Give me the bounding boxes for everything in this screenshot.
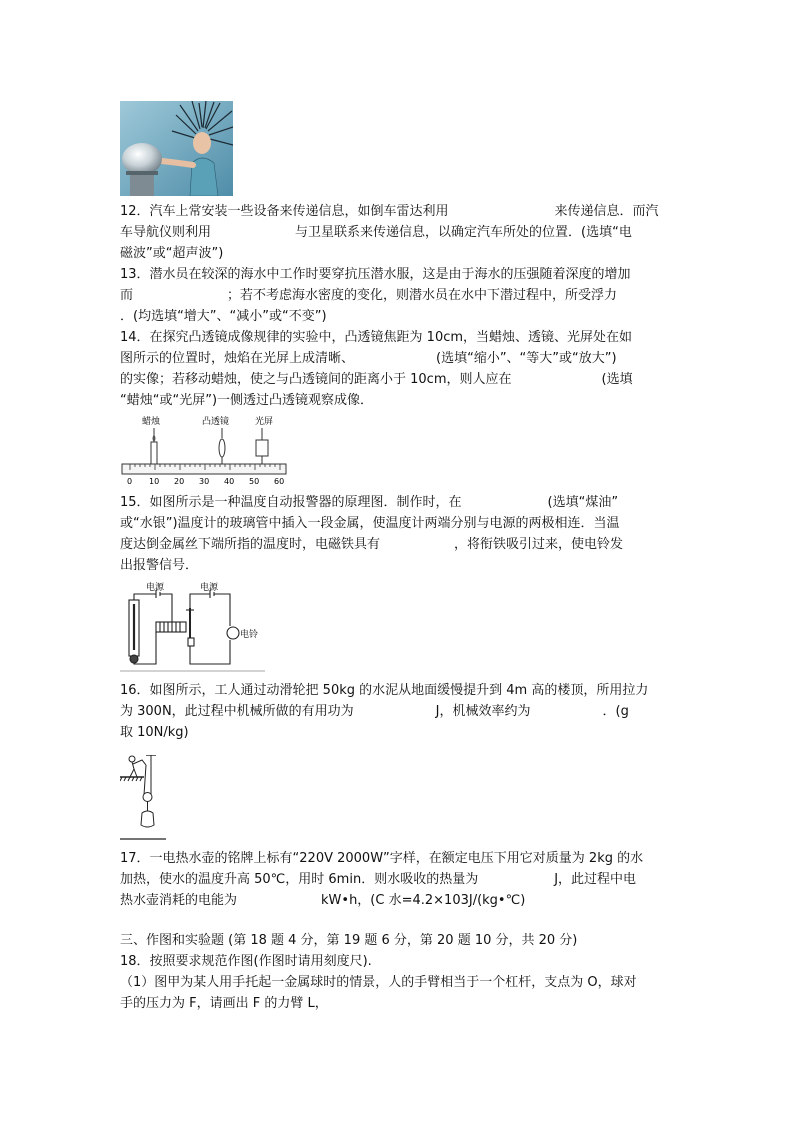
pulley-worker-figure: [120, 755, 166, 841]
power-source-label-2: 电源: [200, 583, 219, 593]
question-15-line-1: 15．如图所示是一种温度自动报警器的原理图．制作时，在 (选填“煤油”: [120, 495, 619, 510]
question-12-line-3: 磁波”或“超声波”): [120, 246, 224, 261]
question-16-line-3: 取 10N/kg): [120, 725, 189, 740]
question-14-line-3: 的实像；若移动蜡烛，使之与凸透镜间的距离小于 10cm，则人应在 (选填: [120, 372, 633, 387]
tick-label: 60: [274, 477, 285, 486]
question-14-line-1: 14．在探究凸透镜成像规律的实验中，凸透镜焦距为 10cm，当蜡烛、透镜、光屏处在如: [120, 330, 633, 345]
question-18-line-1: 18．按照要求规范作图(作图时请用刻度尺).: [120, 954, 372, 969]
question-18-line-3: 手的压力为 F，请画出 F 的力臂 L，: [120, 996, 328, 1011]
question-17-line-3: 热水壶消耗的电能为 kW•h，(C 水=4.2×103J/(kg•℃): [120, 893, 526, 908]
question-14-line-4: “蜡烛“或“光屏”)一侧透过凸透镜观察成像．: [120, 393, 374, 408]
temperature-alarm-circuit-figure: [120, 580, 265, 672]
question-16-line-1: 16．如图所示，工人通过动滑轮把 50kg 的水泥从地面缓慢提升到 4m 高的楼顶，所用拉力: [120, 683, 649, 698]
static-electricity-photo: [120, 101, 233, 196]
tick-label: 20: [174, 477, 185, 486]
question-12-line-2: 车导航仪则利用 与卫星联系来传递信息，以确定汽车所处的位置．(选填“电: [120, 225, 632, 240]
question-18-line-2: （1）图甲为某人用手托起一金属球时的情景，人的手臂相当于一个杠杆，支点为 O，球对: [120, 975, 637, 990]
screen-label: 光屏: [255, 417, 274, 427]
tick-label: 40: [224, 477, 235, 486]
bell-label: 电铃: [240, 630, 259, 640]
question-15-line-2: 或“水银”)温度计的玻璃管中插入一段金属，使温度计两端分别与电源的两极相连．当温: [120, 516, 620, 531]
question-15-line-3: 度达倒金属丝下端所指的温度时，电磁铁具有 ，将衔铁吸引过来，使电铃发: [120, 537, 624, 552]
question-17-line-1: 17．一电热水壶的铭牌上标有“220V 2000W”字样，在额定电压下用它对质量为 2kg 的水: [120, 851, 644, 866]
tick-label: 50: [249, 477, 260, 486]
candle-label: 蜡烛: [142, 417, 161, 427]
question-13-line-2: 而 ；若不考虑海水密度的变化，则潜水员在水中下潜过程中，所受浮力: [120, 288, 618, 303]
lens-label: 凸透镜: [202, 417, 230, 427]
tick-label: 30: [199, 477, 210, 486]
question-13-line-3: ．(均选填“增大”、“减小”或“不变”): [120, 309, 327, 324]
question-16-line-2: 为 300N，此过程中机械所做的有用功为 J，机械效率约为 ．(g: [120, 704, 629, 719]
tick-label: 10: [149, 477, 160, 486]
question-17-line-2: 加热，使水的温度升高 50℃，用时 6min．则水吸收的热量为 J，此过程中电: [120, 872, 637, 887]
question-15-line-4: 出报警信号．: [120, 558, 199, 573]
power-source-label-1: 电源: [146, 583, 165, 593]
tick-label: 0: [127, 477, 133, 486]
question-13-line-1: 13．潜水员在较深的海水中工作时要穿抗压潜水服，这是由于海水的压强随着深度的增加: [120, 267, 631, 282]
section-3-heading: 三、作图和实验题 (第 18 题 4 分，第 19 题 6 分，第 20 题 10 分，共 20 分): [120, 933, 578, 948]
optical-bench-figure: [120, 412, 290, 494]
question-12-line-1: 12．汽车上常安装一些设备来传递信息，如倒车雷达利用 来传递信息．而汽: [120, 204, 659, 219]
question-14-line-2: 图所示的位置时，烛焰在光屏上成清晰、 (选填“缩小”、“等大”或“放大”): [120, 351, 617, 366]
